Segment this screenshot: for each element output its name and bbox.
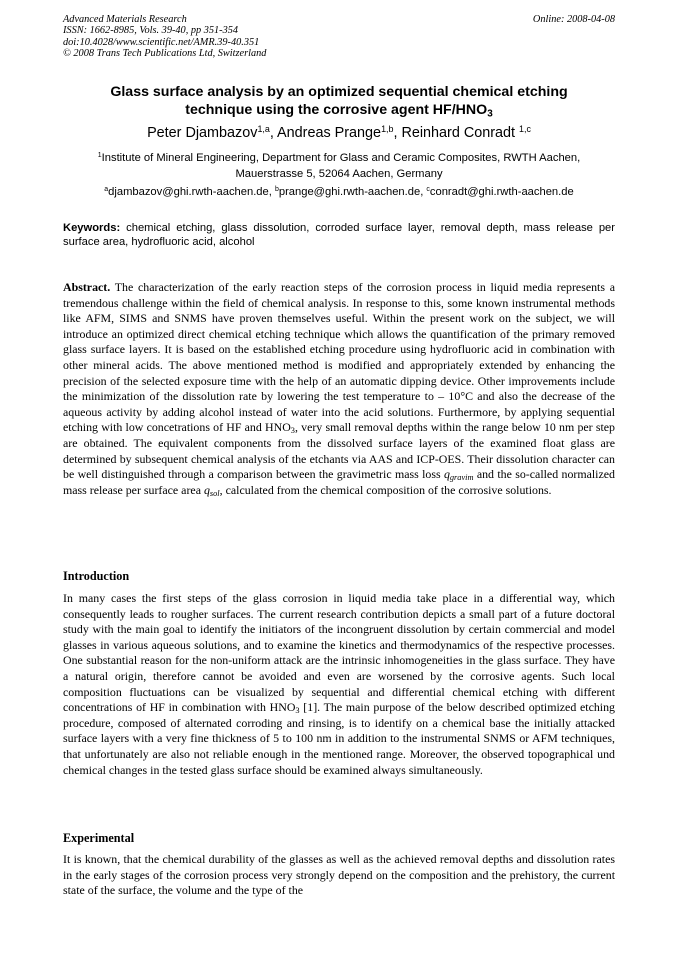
author-name: Andreas Prange <box>277 125 382 141</box>
introduction-text: [1]. The main purpose of the below described optimized etching procedure, composed of alternated corroding and rinsing, is to identify on a chemical base the initially attacked surface layers with a very fine thickness of 5 to 100 nm in addition to the instrumental SNMS or AFM techniques, that unfortunately are also not reliable enough in the mentioned range. Moreover, the observed topographical und chemical changes in the tested glass surface should be examined always simultaneously. <box>63 700 615 777</box>
introduction-heading: Introduction <box>63 569 130 583</box>
paper-title <box>63 83 615 119</box>
introduction-paragraph <box>63 591 615 778</box>
subscript <box>450 473 474 482</box>
author-name: Peter Djambazov <box>147 125 258 141</box>
affiliation-marker: 1 <box>97 152 102 160</box>
keywords <box>63 221 615 249</box>
abstract-text: , very small removal depths within the range below 10 nm per step are obtained. The equivalent components from the dissolved surface layers of the examined float glass are determined by subsequent chemical analysis of the etchants via AAS and ICP-OES. Their dissolution character can be well distinguished through a comparison between the gravimetric mass loss <box>63 420 615 482</box>
title-line-1: Glass surface analysis by an optimized sequential chemical etching <box>110 84 568 100</box>
abstract-text: and the so-called normalized mass release per surface area <box>63 467 615 497</box>
affiliation-line-2: Mauerstrasse 5, 52064 Aachen, Germany <box>235 168 443 180</box>
title-subscript: 3 <box>487 108 493 120</box>
issn-line: ISSN: 1662-8985, Vols. 39-40, pp 351-354 <box>63 25 239 37</box>
introduction-text: In many cases the first steps of the glass corrosion in liquid media take place in a differential way, which consequently leads to rougher surfaces. The current research contribution depicts a small part of a future doctoral study with the main goal to identify the initiators of the incongruent dissolution by certain commercial and model glasses in various aqueous solutions, and to examine the kinetics and thermodynamics of the respective processes. One substantial reason for the non-uniform attack are the intrinsic inhomogeneities in the glass surface. They have a natural origin, therefore cannot be avoided and even are worsened by the corrosive agents. Such local composition fluctuations can be visualized by sequential and differential chemical etching with different concentrations of HF in combination with HNO <box>63 591 615 715</box>
abstract <box>63 280 615 498</box>
abstract-text: The characterization of the early reaction steps of the corrosion process in liquid media represents a tremendous challenge within the field of chemical analysis. In response to this, some known instrumental methods like AFM, SIMS and SNMS have proven themselves useful. Within the present work on the subject, we will introduce an optimized direct chemical etching technique which allows the quantification of the primary removed glass surface layers. It is based on the established etching procedure using hydrofluoric acid in combination with other mineral acids. The above mentioned method is modified and appropriately extended by enhancing the precision of the selected exposure time with the help of an automatic dipping device. Other improvements include the minimization of the dissolution rate by lowering the test temperature to – 10°C and also the decrease of the aqueous activity by adding alcohol instead of water into the acid solutions. Furthermore, by applying sequential etching with low concetrations of HF and HNO <box>63 280 615 435</box>
subscript: 3 <box>290 426 295 436</box>
affiliation-line-1 <box>63 150 615 166</box>
email-address: conradt@ghi.rwth-aachen.de <box>429 186 574 198</box>
author-name: Reinhard Conradt <box>401 125 520 141</box>
journal-header <box>63 14 615 59</box>
affiliation-text: Institute of Mineral Engineering, Department for Glass and Ceramic Composites, RWTH Aachen, <box>101 152 581 164</box>
subscript: 3 <box>295 706 300 716</box>
email-marker: b <box>274 186 279 194</box>
subscript-sol: sol <box>209 488 220 498</box>
author-affiliation-marker: 1,b <box>381 124 394 135</box>
subscript <box>210 489 220 498</box>
title-line-2 <box>63 101 615 119</box>
abstract-label: Abstract. <box>63 280 111 294</box>
online-date: Online: 2008-04-08 <box>532 14 615 25</box>
email-address: prange@ghi.rwth-aachen.de, <box>278 186 427 198</box>
experimental-heading: Experimental <box>63 831 135 845</box>
journal-name: Advanced Materials Research <box>63 14 187 25</box>
experimental-text: It is known, that the chemical durability of the glasses as well as the achieved removal depths and dissolution rates in the early stages of the corrosion process very strongly depend on the composition and the prehistory, the current state of the surface, the volume and the type of the <box>63 852 615 898</box>
doi-line: doi:10.4028/www.scientific.net/AMR.39-40.351 <box>63 36 260 48</box>
title-line-2-text: technique using the corrosive agent HF/HNO <box>185 102 488 118</box>
author-affiliation-marker: 1,a <box>257 124 270 135</box>
symbol-q: q <box>443 467 450 482</box>
email-list <box>63 185 615 199</box>
keywords-text: chemical etching, glass dissolution, corroded surface layer, removal depth, mass release per surface area, hydrofluoric acid, alcohol <box>63 222 615 248</box>
email-marker: c <box>426 186 430 194</box>
email-marker: a <box>104 186 109 194</box>
subscript-gravim: gravim <box>449 473 474 483</box>
abstract-text: , calculated from the chemical composition of the corrosive solutions. <box>219 482 552 497</box>
author-separator: , <box>269 125 278 141</box>
email-address: djambazov@ghi.rwth-aachen.de, <box>108 186 275 198</box>
symbol-q: q <box>203 482 210 497</box>
author-separator: , <box>393 125 402 141</box>
author-affiliation-marker: 1,c <box>519 124 531 135</box>
author-list <box>63 124 615 142</box>
keywords-label: Keywords: <box>63 222 121 234</box>
experimental-paragraph <box>63 852 615 899</box>
copyright-line: © 2008 Trans Tech Publications Ltd, Switzerland <box>63 47 267 59</box>
affiliation <box>63 150 615 182</box>
